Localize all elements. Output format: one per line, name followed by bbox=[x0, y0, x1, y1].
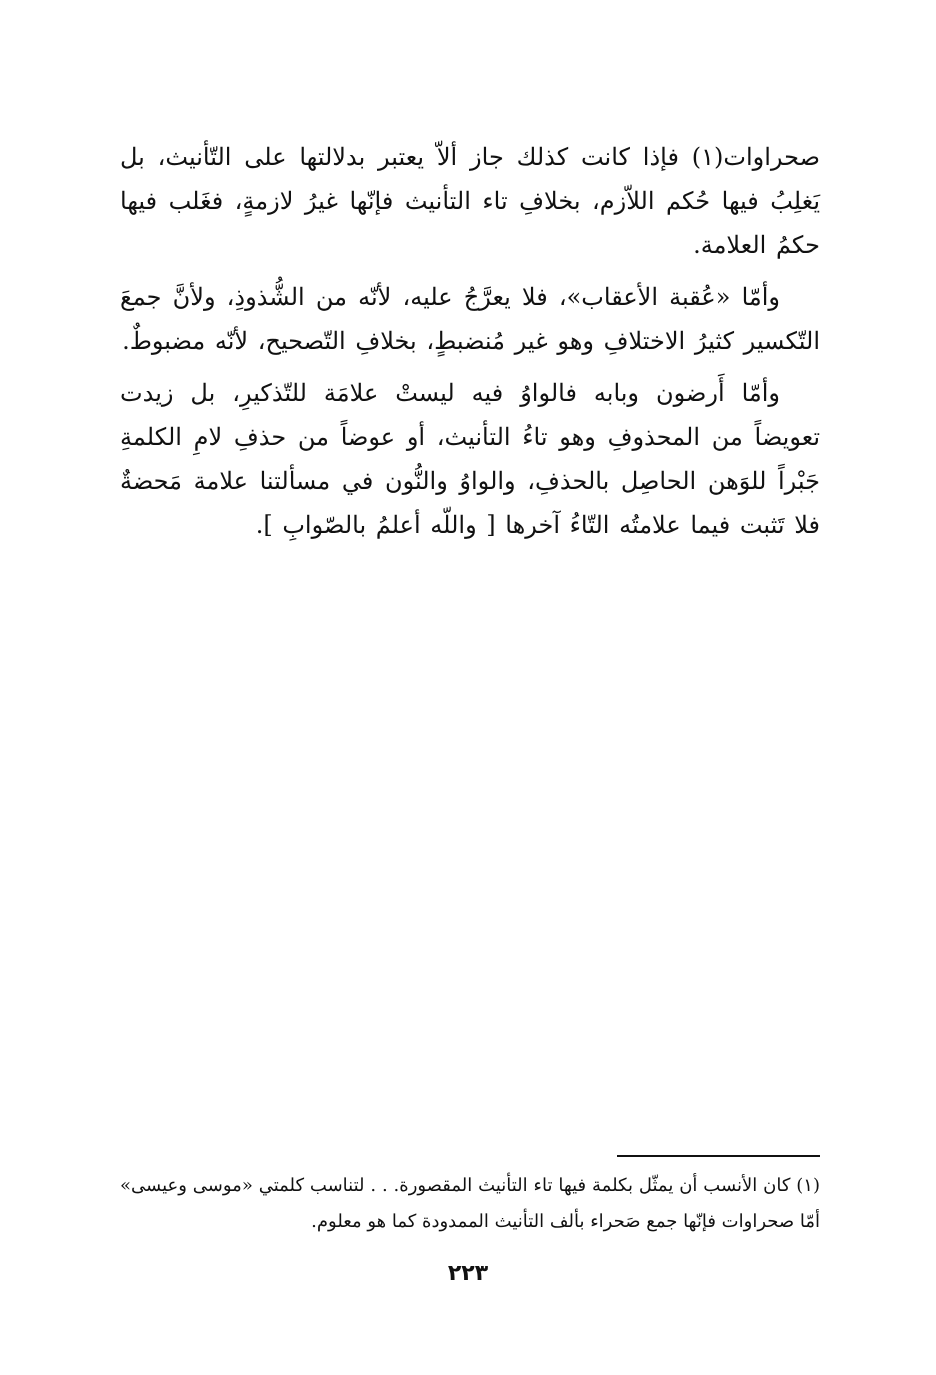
footnote: (١) كان الأنسب أن يمثّل بكلمة فيها تاء التأنيث المقصورة. . . لتناسب كلمتي «موسى وعيسى» أمّا صحراوات فإنّها جمع صَحراء بألف التأنيث الممدودة كما هو معلوم. bbox=[120, 1175, 820, 1232]
page-number: ٢٢٣ bbox=[447, 1261, 489, 1286]
paragraph-1: صحراوات(١) فإذا كانت كذلك جاز ألاّ يعتبر بدلالتها على التّأنيث، بل يَغلِبُ فيها حُكم اللاّزم، بخلافِ تاء التأنيث فإنّها غيرُ لازمةٍ، فغَلب فيها حكمُ العلامة. bbox=[120, 143, 821, 259]
paragraph-2: وأمّا «عُقبة الأعقاب»، فلا يعرَّجُ عليه، لأنّه من الشُّذوذِ، ولأنَّ جمعَ التّكسير كثيرُ الاختلافِ وهو غير مُنضبطٍ، بخلافِ التّصحيح، لأنّه مضبوطٌ. bbox=[120, 283, 820, 355]
paragraph-3: وأمّا أَرضون وبابه فالواوُ فيه ليستْ علامَة للتّذكيرِ، بل زيدت تعويضاً من المحذوفِ وهو تاءُ التأنيث، أو عوضاً من حذفِ لامِ الكلمةِ جَبْراً للوَهن الحاصِل بالحذفِ، والواوُ والنُّون في مسألتنا علامة مَحضةٌ فلا تَثبت فيما علامتُه التّاءُ آخرها [ واللّه أعلمُ بالصّوابِ ]. bbox=[120, 379, 820, 539]
footnote-separator bbox=[617, 1155, 820, 1157]
main-text bbox=[120, 135, 820, 555]
